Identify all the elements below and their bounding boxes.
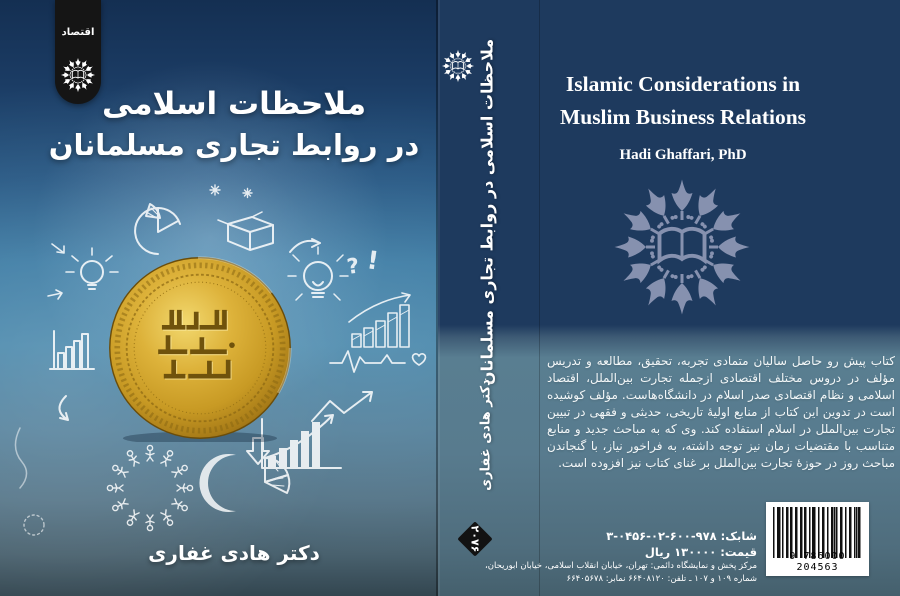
publication-info xyxy=(485,529,757,585)
front-title-line1: ملاحظات اسلامی xyxy=(101,86,367,122)
rising-bars-doodle xyxy=(349,293,410,347)
front-title xyxy=(40,84,428,166)
price-line: قیمت: ۱۳۰۰۰۰ ریال xyxy=(644,544,757,559)
isbn-line: شابک: ۹۷۸-۶۰۰-۰۲-۰۴۵۶-۳ xyxy=(606,529,757,543)
spine-author: دکتر هادی غفاری xyxy=(478,379,494,491)
barcode-digits: 9 786000 204563 xyxy=(789,551,846,573)
dotted-circle-doodle xyxy=(24,515,44,535)
gold-dinar-coin-illustration xyxy=(106,254,294,442)
curved-arrow-doodle xyxy=(59,396,68,420)
bar-chart-doodle xyxy=(50,331,94,369)
people-circle-doodle xyxy=(107,445,192,530)
front-cover-panel xyxy=(0,0,438,596)
distributor-phone-line: شماره ۱۰۹ و ۱۰۷ ـ تلفن: ۶۶۴۰۸۱۲۰ نمابر: ۶۶۴۰۵۶۷۸ xyxy=(566,573,757,584)
back-title xyxy=(540,68,826,134)
sparkle-doodle xyxy=(210,185,252,198)
distributor-address-line: مرکز پخش و نمایشگاه دائمی: تهران، خیابان انقلاب اسلامی، خیابان ابوریحان، xyxy=(485,561,757,571)
front-author: دکتر هادی غفاری xyxy=(148,541,320,565)
spine-panel xyxy=(438,0,540,596)
zigzag-arrow-doodle xyxy=(312,392,372,421)
pie-chart-doodle xyxy=(135,204,180,254)
back-title-line2: Muslim Business Relations xyxy=(559,105,807,129)
back-author: Hadi Ghaffari, PhD xyxy=(619,147,747,163)
series-label: اقتصاد xyxy=(61,27,95,38)
box-doodle xyxy=(218,212,273,250)
small-arrow-doodle xyxy=(48,290,62,299)
front-title-line2: در روابط تجاری مسلمانان xyxy=(48,128,420,162)
exclamation-mark-doodle: ! xyxy=(365,245,381,276)
question-mark-doodle: ? xyxy=(345,253,361,279)
samt-publisher-logo-icon xyxy=(440,48,476,84)
series-number: ۲۰۷۶ xyxy=(468,525,482,553)
small-arrow-doodle xyxy=(52,244,64,253)
back-title-line1: Islamic Considerations in xyxy=(565,72,801,96)
isbn-barcode xyxy=(766,502,869,576)
curved-arrow-doodle xyxy=(290,239,320,252)
book-description: کتاب پیش رو حاصل سالیان متمادی تجربه، تحقیق، مطالعه و تدریس مؤلف در دروس مختلف اقتصادی ازجمله تجارت بین‌الملل، اقتصاد اسلامی و نظام اقتصادی صدر اسلام در دانشگاه‌هاست. مؤلف کوشیده است در تدوین این کتاب از منابع اولیهٔ تاریخی، حدیثی و فقهی در تبیین تجارت بین‌الملل در اسلام استفاده کند. وی که به مباحث جدید و منابع متناسب با مقتضیات زمان نیز توجه داشته، به فراخور نیاز، با گنجاندن مباحث روز در حوزهٔ تجارت بین‌الملل بر غنای کتاب نیز افزوده است. xyxy=(547,354,895,470)
series-number-badge xyxy=(457,521,492,556)
samt-publisher-emblem-icon xyxy=(607,172,757,322)
heartbeat-line-doodle xyxy=(330,351,425,372)
spine-title: ملاحظات اسلامی در روابط تجاری مسلمانان xyxy=(477,38,497,386)
vine-doodle xyxy=(15,428,26,488)
light-bulb-doodle xyxy=(288,247,348,300)
